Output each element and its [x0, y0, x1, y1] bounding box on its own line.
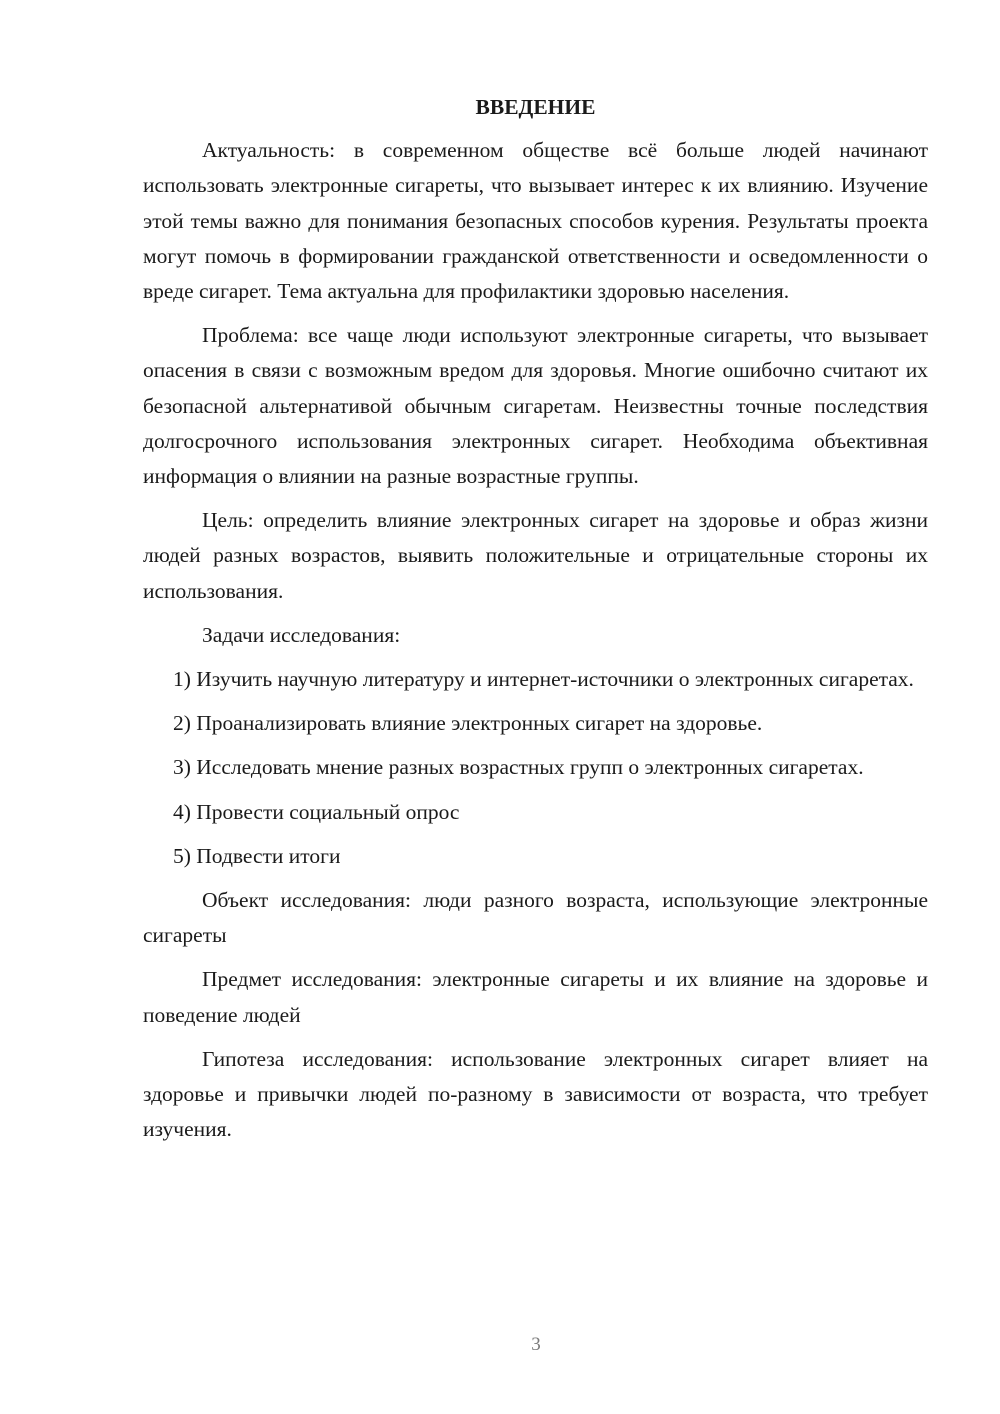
paragraph-relevance: Актуальность: в современном обществе всё больше людей начинают использовать электронные сигареты, что вызывает интерес к их влиянию. Изучение этой темы важно для понимания безопасных способов курения. Результаты проекта могут помочь в формировании гражданской ответственности и осведомленности о вреде сигарет. Тема актуальна для профилактики здоровью населения.: [143, 138, 928, 304]
paragraph-goal: Цель: определить влияние электронных сигарет на здоровье и образ жизни людей разных возрастов, выявить положительные и отрицательные стороны их использования.: [143, 508, 928, 603]
task-item: 5) Подвести итоги: [173, 843, 341, 868]
paragraph-object: Объект исследования: люди разного возраста, использующие электронные сигареты: [143, 888, 928, 948]
page-number: 3: [531, 1334, 541, 1355]
paragraph-problem: Проблема: все чаще люди используют электронные сигареты, что вызывает опасения в связи с возможным вредом для здоровья. Многие ошибочно считают их безопасной альтернативой обычным сигаретам. Неизвестны точные последствия долгосрочного использования электронных сигарет. Необходима объективная информация о влиянии на разные возрастные группы.: [143, 323, 928, 489]
task-item: 1) Изучить научную литературу и интернет-источники о электронных сигаретах.: [173, 667, 914, 692]
task-item: 3) Исследовать мнение разных возрастных групп о электронных сигаретах.: [173, 755, 864, 780]
paragraph-subject: Предмет исследования: электронные сигареты и их влияние на здоровье и поведение людей: [143, 967, 928, 1027]
task-item: 2) Проанализировать влияние электронных сигарет на здоровье.: [173, 711, 763, 736]
document-page: [143, 90, 928, 1156]
tasks-heading: Задачи исследования:: [202, 622, 401, 647]
page-title: ВВЕДЕНИЕ: [475, 95, 596, 119]
paragraph-hypothesis: Гипотеза исследования: использование электронных сигарет влияет на здоровье и привычки людей по-разному в зависимости от возраста, что требует изучения.: [143, 1046, 928, 1142]
task-item: 4) Провести социальный опрос: [173, 799, 460, 824]
